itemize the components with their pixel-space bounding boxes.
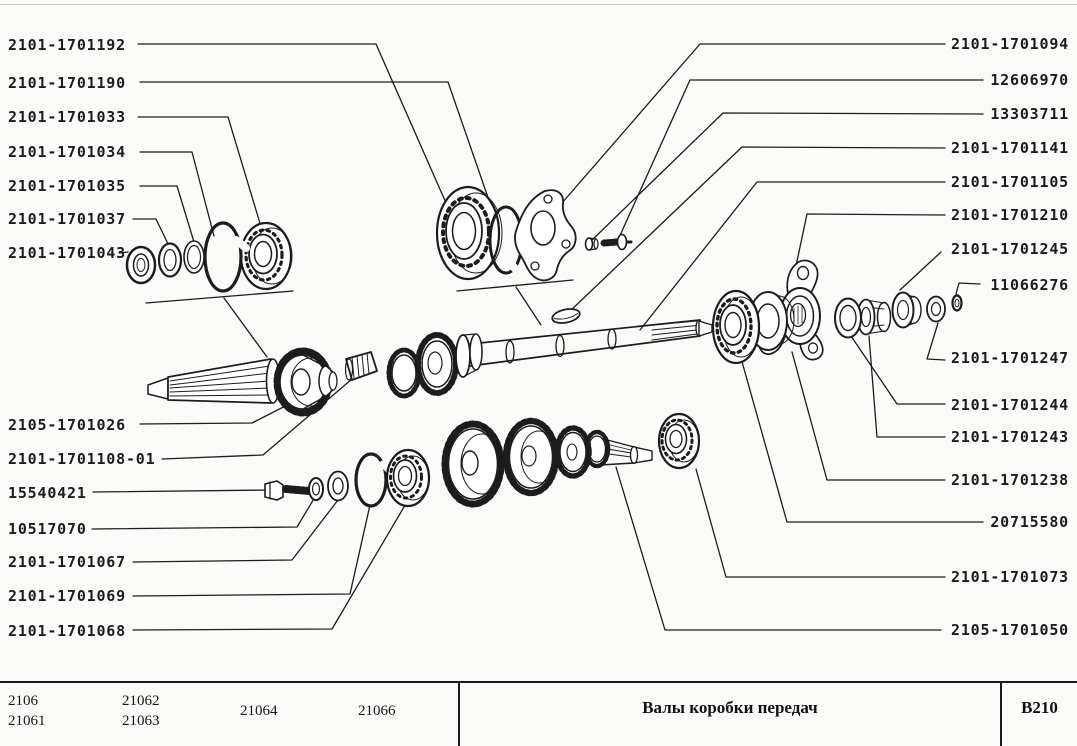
needle-bearing-drawing [346, 352, 378, 380]
snap-ring-drawing [205, 223, 241, 291]
part-number-label: 2101-1701067 [8, 553, 126, 571]
part-number-label: 11066276 [990, 276, 1069, 294]
part-number-label: 2101-1701190 [8, 74, 126, 92]
part-number-label: 15540421 [8, 484, 87, 502]
part-number-label: 2105-1701026 [8, 416, 126, 434]
bolt-washer-group-drawing [265, 450, 429, 506]
model-number: 21064 [240, 703, 278, 719]
oil-deflector-drawing [893, 293, 922, 328]
part-number-label: 2101-1701068 [8, 622, 126, 640]
part-number-label: 2101-1701141 [951, 139, 1069, 157]
rear-bearing-plate-group-drawing [437, 187, 631, 325]
part-number-label: 2101-1701108-01 [8, 450, 156, 468]
model-list-cell [8, 691, 46, 731]
part-number-label: 2101-1701105 [951, 173, 1069, 191]
bearing-plate-drawing [515, 190, 576, 280]
intermediate-shaft-drawing [445, 414, 699, 504]
main-shaft-drawing [389, 320, 712, 396]
part-number-label: 2101-1701238 [951, 471, 1069, 489]
model-list-cell [122, 691, 160, 731]
part-number-label: 2101-1701245 [951, 240, 1069, 258]
part-number-label: 10517070 [8, 520, 87, 538]
part-number-label: 2105-1701050 [951, 621, 1069, 639]
part-number-label: 2101-1701243 [951, 428, 1069, 446]
part-number-label: 2101-1701037 [8, 210, 126, 228]
flange-group-drawing [713, 260, 962, 363]
front-bearing-group-drawing [127, 223, 292, 291]
model-number: 21066 [358, 703, 396, 719]
part-number-label: 2101-1701094 [951, 35, 1069, 53]
model-number: 21061 [8, 713, 46, 729]
sheet-title: Валы коробки передач [642, 698, 818, 717]
part-number-label: 2101-1701033 [8, 108, 126, 126]
part-number-label: 12606970 [990, 71, 1069, 89]
rear-ball-bearing-drawing [713, 291, 759, 363]
part-number-label: 2101-1701043 [8, 244, 126, 262]
front-intermediate-bearing-drawing [387, 450, 429, 506]
part-number-label: 2101-1701034 [8, 143, 126, 161]
part-number-label: 2101-1701247 [951, 349, 1069, 367]
model-list-cell [240, 701, 278, 721]
model-number: 2106 [8, 693, 38, 709]
part-number-label: 20715580 [990, 513, 1069, 531]
part-number-label: 2101-1701035 [8, 177, 126, 195]
model-list-cell [358, 701, 396, 721]
sheet-code: В210 [1021, 698, 1058, 717]
bolt-drawing [265, 481, 309, 500]
part-number-label: 2101-1701069 [8, 587, 126, 605]
intermediate-bearing-drawing [659, 414, 699, 468]
title-block-top-rule [0, 681, 1077, 683]
part-number-label: 2101-1701244 [951, 396, 1069, 414]
part-number-label: 13303711 [990, 105, 1069, 123]
rivet-drawing [586, 238, 599, 250]
model-number: 21062 [122, 693, 160, 709]
model-number: 21063 [122, 713, 160, 729]
part-number-label: 2101-1701210 [951, 206, 1069, 224]
nut-drawing [858, 300, 891, 335]
input-shaft-drawing [148, 351, 337, 413]
screw-drawing [604, 235, 631, 250]
part-number-label: 2101-1701192 [8, 36, 126, 54]
part-number-label: 2101-1701073 [951, 568, 1069, 586]
lock-plate-drawing [551, 307, 581, 326]
